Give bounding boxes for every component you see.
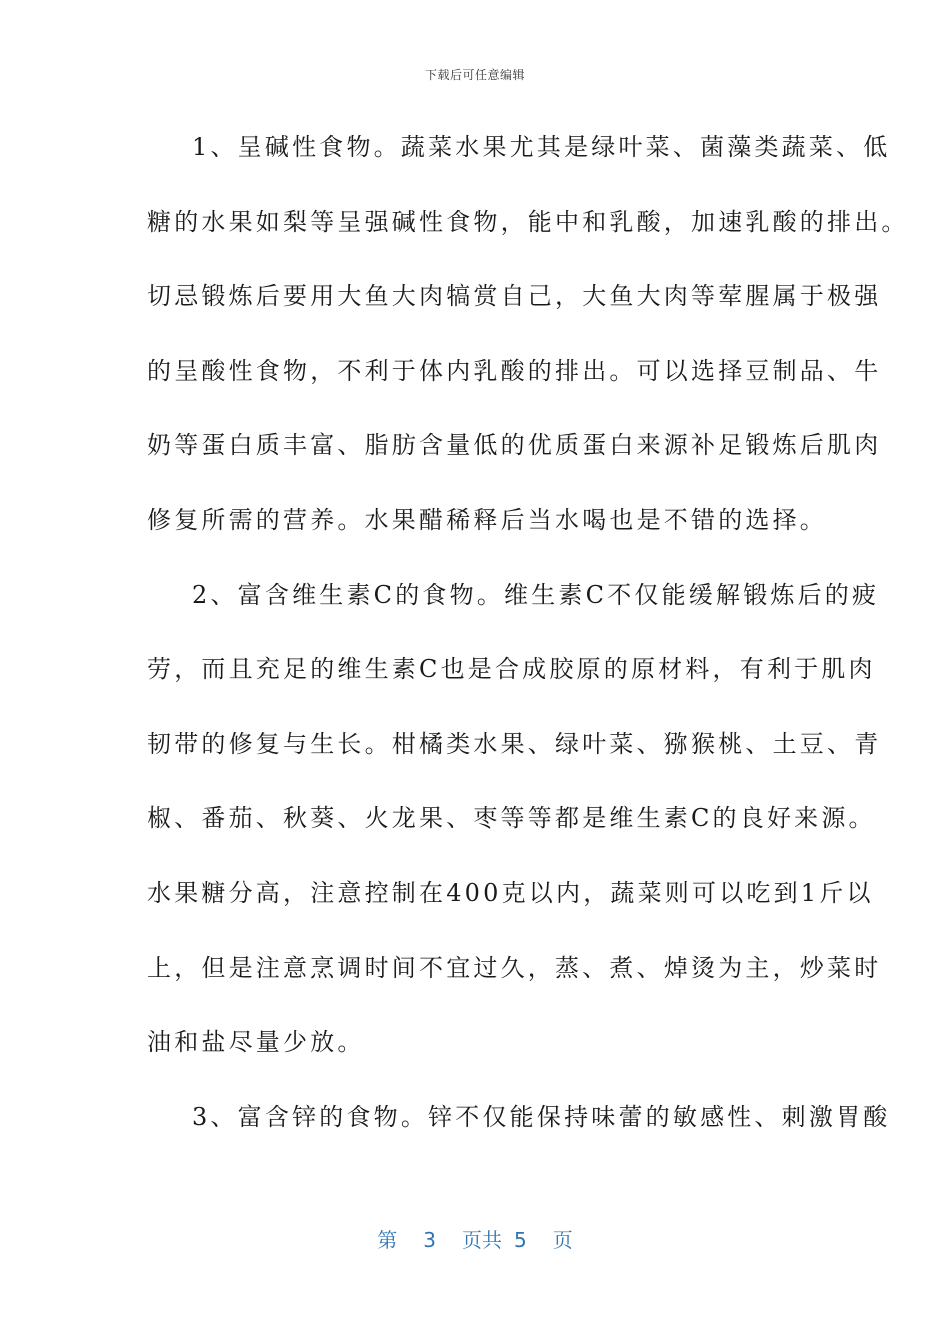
paragraph-2-line-7: 油和盐尽量少放。 (147, 1028, 365, 1057)
paragraph-1-line-5: 奶等蛋白质丰富、脂肪含量低的优质蛋白来源补足锻炼后肌肉 (147, 431, 882, 460)
document-body (147, 122, 909, 1166)
paragraph-2-line-3: 韧带的修复与生长。柑橘类水果、绿叶菜、猕猴桃、土豆、青 (147, 729, 882, 758)
paragraph-2-line-1: 2、富含维生素C的食物。维生素C不仅能缓解锻炼后的疲 (192, 580, 880, 609)
paragraph-1-line-6: 修复所需的营养。水果醋稀释后当水喝也是不错的选择。 (147, 505, 827, 534)
paragraph-3-line-1: 3、富含锌的食物。锌不仅能保持味蕾的敏感性、刺激胃酸 (192, 1102, 891, 1131)
footer-middle: 页共 (462, 1228, 502, 1252)
paragraph-1-line-4: 的呈酸性食物，不利于体内乳酸的排出。可以选择豆制品、牛 (147, 356, 882, 385)
page-header: 下载后可任意编辑 (424, 68, 525, 82)
paragraph-1-line-3: 切忌锻炼后要用大鱼大肉犒赏自己，大鱼大肉等荤腥属于极强 (147, 282, 882, 311)
paragraph-2-line-4: 椒、番茄、秋葵、火龙果、枣等等都是维生素C的良好来源。 (147, 804, 876, 833)
footer-total-pages: 5 (514, 1228, 527, 1252)
page-footer (0, 1224, 950, 1253)
footer-prefix: 第 (377, 1228, 398, 1252)
footer-suffix: 页 (552, 1228, 573, 1252)
paragraph-2-line-5: 水果糖分高，注意控制在400克以内，蔬菜则可以吃到1斤以 (147, 878, 874, 907)
paragraph-1-line-2: 糖的水果如梨等呈强碱性食物，能中和乳酸，加速乳酸的排出。 (147, 207, 909, 236)
paragraph-2-line-6: 上，但是注意烹调时间不宜过久，蒸、煮、焯烫为主，炒菜时 (147, 953, 882, 982)
footer-current-page: 3 (423, 1228, 436, 1252)
paragraph-1-line-1: 1、呈碱性食物。蔬菜水果尤其是绿叶菜、菌藻类蔬菜、低 (192, 133, 891, 161)
paragraph-2-line-2: 劳，而且充足的维生素C也是合成胶原的原材料，有利于肌肉 (147, 655, 876, 684)
